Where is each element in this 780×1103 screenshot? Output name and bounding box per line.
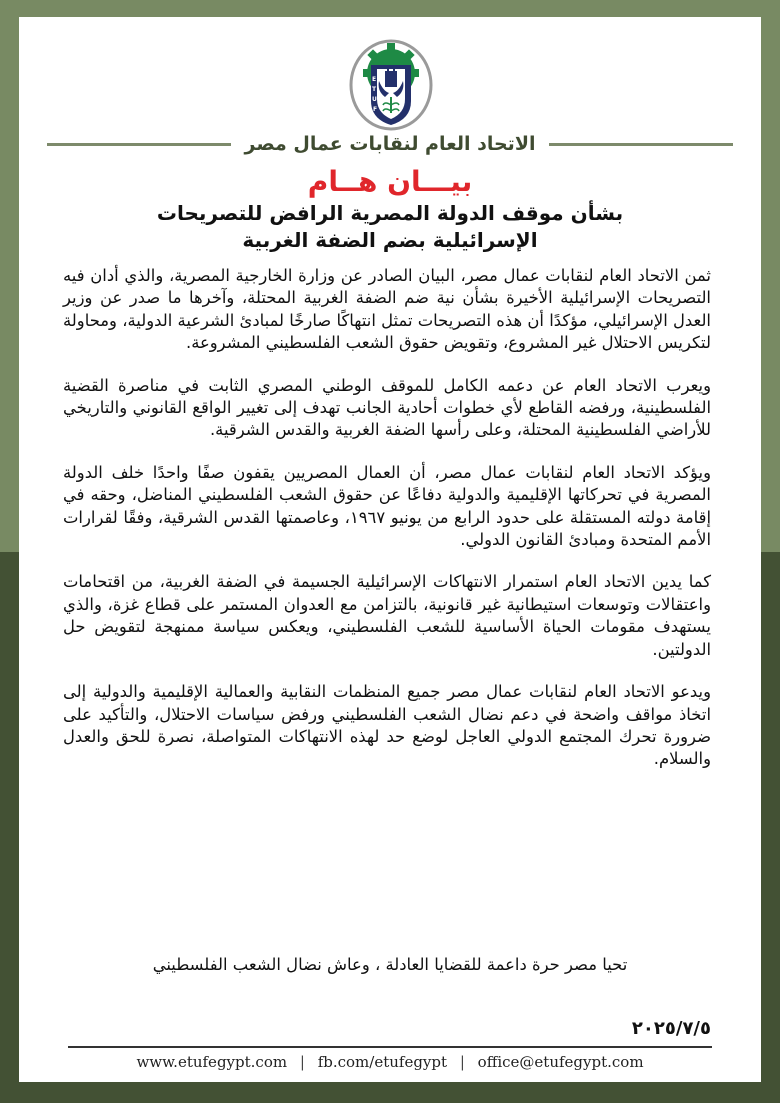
org-header	[19, 129, 761, 159]
separator: |	[459, 1053, 465, 1071]
svg-text:T: T	[372, 86, 377, 93]
divider-line-left	[47, 143, 231, 146]
paragraph-3: ويؤكد الاتحاد العام لنقابات عمال مصر، أن العمال المصريين يقفون صفًا واحدًا خلف الدولة المصرية في تحركاتها الإقليمية والدولية دفاعًا عن حقوق الشعب الفلسطيني المناضل، وحقه في إقامة دولته المستقلة على حدود الرابع من يونيو ١٩٦٧، وعاصمتها القدس الشرقية، وفقًا لقرارات الأمم المتحدة ومبادئ القانون الدولي.	[63, 462, 711, 550]
statement-body	[63, 265, 711, 791]
separator: |	[299, 1053, 305, 1071]
svg-text:E: E	[372, 76, 377, 83]
footer-divider	[68, 1046, 712, 1048]
subtitle-line-2: الإسرائيلية بضم الضفة الغربية	[242, 228, 538, 252]
paragraph-2: ويعرب الاتحاد العام عن دعمه الكامل للموقف الوطني المصري الثابت في مناصرة القضية الفلسطينية، ورفضه القاطع لأي خطوات أحادية الجانب تهدف إلى تغيير الواقع القانوني والتاريخي للأراضي الفلسطينية المحتلة، وعلى رأسها الضفة الغربية والقدس الشرقية.	[63, 375, 711, 440]
closing-line: تحيا مصر حرة داعمة للقضايا العادلة ، وعاش نضال الشعب الفلسطيني	[152, 955, 628, 974]
website-link[interactable]: www.etufegypt.com	[136, 1053, 288, 1071]
org-name: الاتحاد العام لنقابات عمال مصر	[244, 133, 536, 155]
etuf-logo-icon	[343, 35, 439, 131]
svg-text:U: U	[372, 96, 377, 103]
paragraph-4: كما يدين الاتحاد العام استمرار الانتهاكات الإسرائيلية الجسيمة في الضفة الغربية، من اقتحامات واعتقالات وتوسعات استيطانية غير قانونية، بالتزامن مع العدوان المستمر على قطاع غزة، والذي يستهدف مقومات الحياة الأساسية للشعب الفلسطيني، ويعكس سياسة ممنهجة لتقويض حل الدولتين.	[63, 572, 711, 659]
statement-date: ٢٠٢٥/٧/٥	[631, 1018, 711, 1039]
email-link[interactable]: office@etufegypt.com	[477, 1053, 644, 1071]
statement-page	[19, 17, 761, 1082]
subtitle-line-1: بشأن موقف الدولة المصرية الرافض للتصريحات	[156, 201, 624, 225]
footer-contacts	[19, 1053, 761, 1071]
paragraph-1: ثمن الاتحاد العام لنقابات عمال مصر، البيان الصادر عن وزارة الخارجية المصرية، والذي أدان فيه التصريحات الإسرائيلية الأخيرة بشأن نية ضم الضفة الغربية المحتلة، وآخرها ما صدر عن وزير العدل الإسرائيلي، مؤكدًا أن هذه التصريحات تمثل انتهاكًا صارخًا لمبادئ الشرعية الدولية، ومحاولة لتكريس الاحتلال غير المشروع، وتقويض حقوق الشعب الفلسطيني المشروعة.	[63, 266, 711, 353]
statement-title: بيـــان هــام	[307, 165, 473, 198]
paragraph-5: ويدعو الاتحاد العام لنقابات عمال مصر جميع المنظمات النقابية والعمالية الإقليمية والدولية إلى اتخاذ مواقف واضحة في دعم نضال الشعب الفلسطيني ورفض سياسات الاحتلال، والتأكيد على ضرورة تحرك المجتمع الدولي العاجل لوضع حد لهذه الانتهاكات المتواصلة، نصرة للحق والعدل والسلام.	[63, 682, 711, 769]
svg-text:F: F	[373, 106, 378, 113]
statement-subtitle	[19, 200, 761, 254]
facebook-link[interactable]: fb.com/etufegypt	[317, 1053, 448, 1071]
divider-line-right	[549, 143, 733, 146]
